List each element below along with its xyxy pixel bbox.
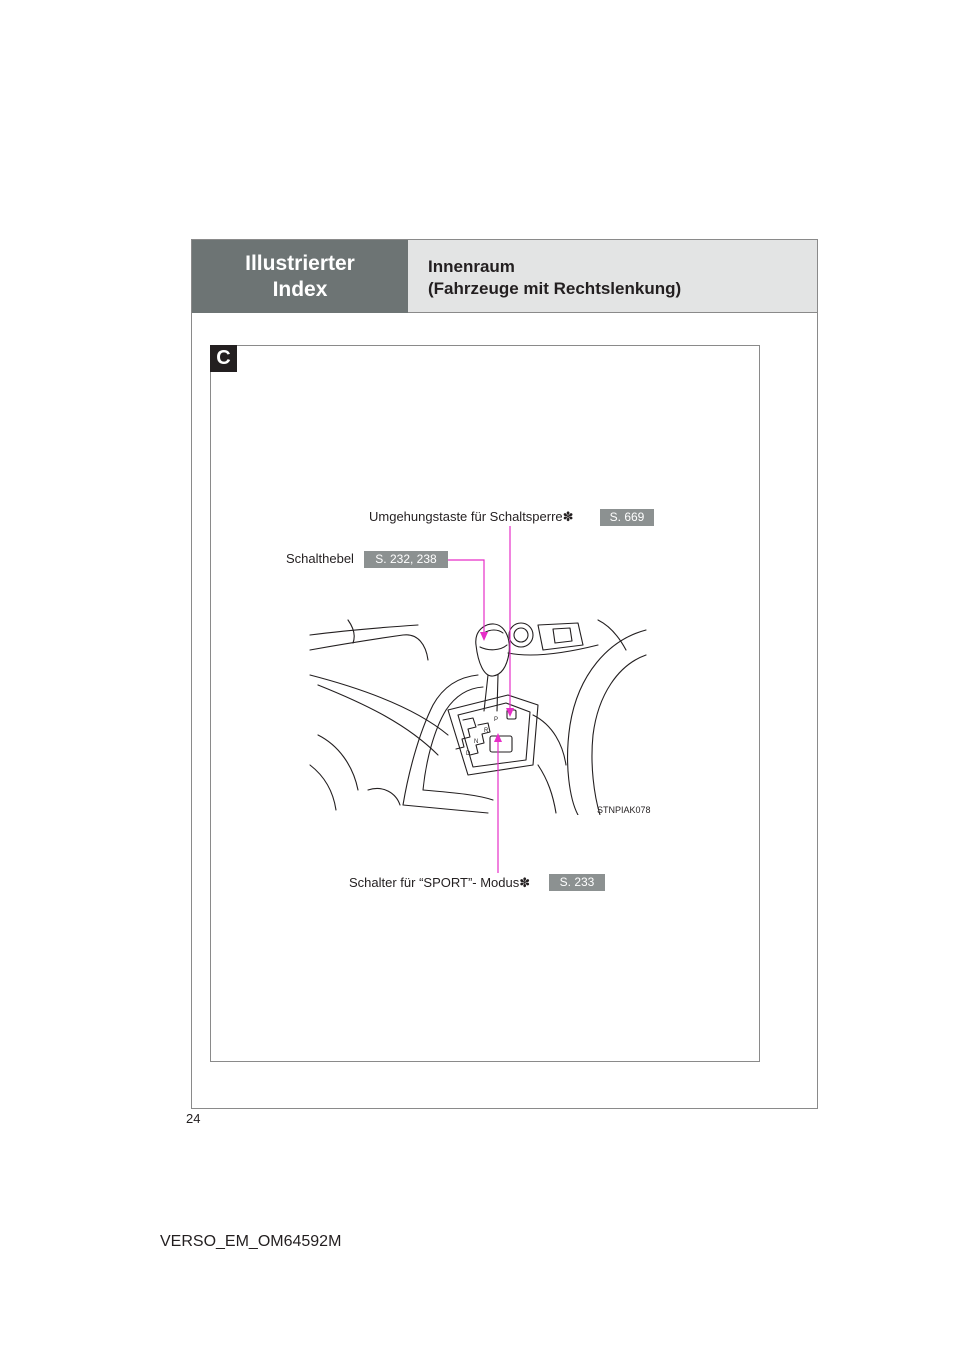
shift-lever-leader <box>448 560 484 637</box>
asterisk-marker: ✽ <box>519 875 531 890</box>
shift-lock-release-page-ref[interactable]: S. 669 <box>600 509 654 526</box>
gate-letter-p: P <box>494 717 499 723</box>
page-title-line1: Innenraum <box>428 257 515 276</box>
sport-mode-switch-arrow <box>494 733 502 742</box>
section-title-line2: Index <box>272 277 328 301</box>
shift-lever-arrow <box>480 632 488 641</box>
image-code: STNPIAK078 <box>597 805 651 815</box>
section-badge: C <box>210 345 237 372</box>
shift-lever-label: Schalthebel <box>286 551 354 566</box>
gate-letter-d: D <box>466 751 471 757</box>
asterisk-marker: ✽ <box>562 509 574 524</box>
page-title-line2: (Fahrzeuge mit Rechtslenkung) <box>428 279 682 298</box>
document-id: VERSO_EM_OM64592M <box>160 1233 342 1250</box>
shift-lever-page-ref[interactable]: S. 232, 238 <box>364 551 448 568</box>
gate-letter-n: N <box>474 739 479 745</box>
gate-letter-r: R <box>484 728 489 734</box>
section-title-line1: Illustrierter <box>245 251 355 275</box>
page-number: 24 <box>186 1111 201 1126</box>
shift-lock-release-arrow <box>506 708 514 717</box>
shift-lock-release-text: Umgehungstaste für Schaltsperre <box>369 509 563 524</box>
sport-mode-switch-page-ref[interactable]: S. 233 <box>549 874 605 891</box>
sport-mode-switch-text: Schalter für “SPORT”- Modus <box>349 875 520 890</box>
